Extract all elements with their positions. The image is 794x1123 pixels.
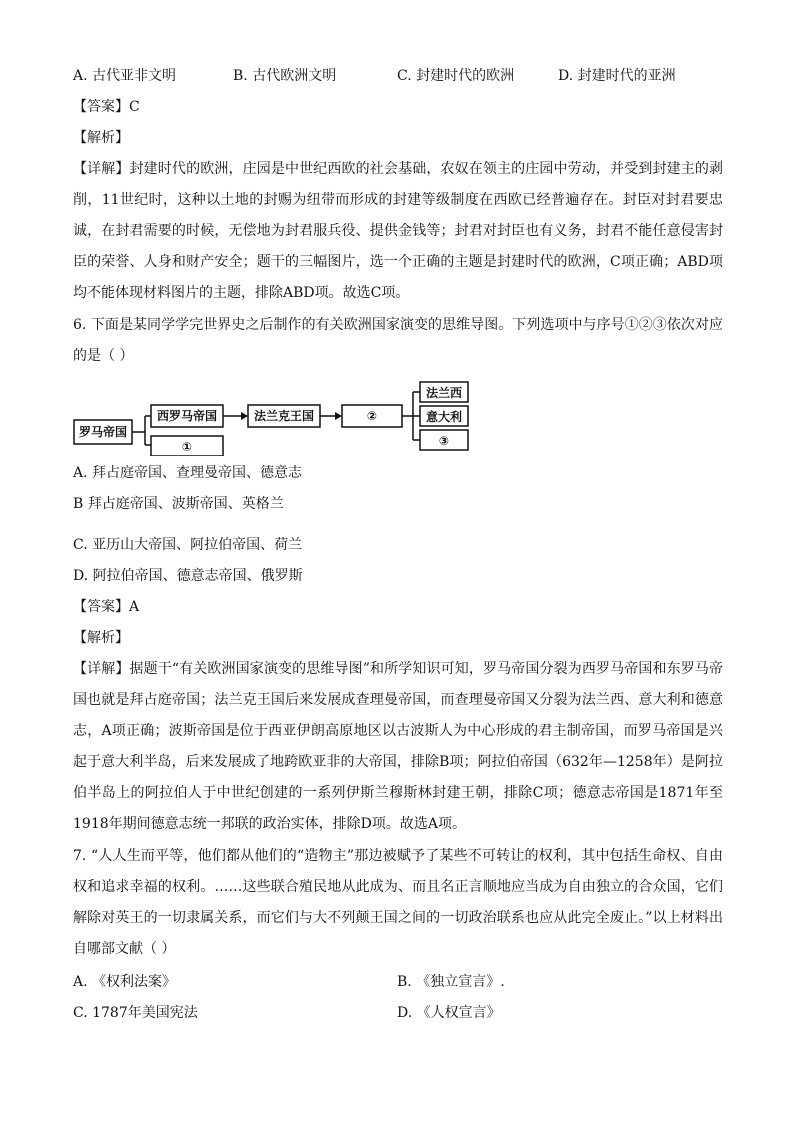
q5-analysis-label: 【解析】 [73, 130, 129, 146]
q7-stem: 7. “人人生而平等，他们都从他们的“造物主”那边被赋予了某些不可转让的权利，其中包括生命权、自由权和追求幸福的权利。……这些联合殖民地从此成为、而且名正言顺地应当成为自由独立的合众国，它们解除对英王的一切隶属关系，而它们与大不列颠王国之间的一切政治联系也应从此完全废止。”以上材料出自哪部文献（ ） [73, 848, 723, 957]
q6-option-a: A. 拜占庭帝国、查理曼帝国、德意志 [73, 465, 303, 481]
q7-option-b: B. 《独立宣言》. [397, 974, 505, 990]
label-slot-3: ③ [438, 434, 450, 448]
q6-answer: 【答案】A [73, 599, 140, 615]
q5-option-b: B. 古代欧洲文明 [233, 68, 337, 84]
label-slot-1: ① [181, 440, 193, 454]
q6-stem: 6. 下面是某同学学完世界史之后制作的有关欧洲国家演变的思维导图。下列选项中与序号①②③依次对应的是（ ） [73, 317, 723, 364]
q6-analysis-label: 【解析】 [73, 630, 129, 646]
label-italy: 意大利 [425, 410, 463, 424]
mind-map-diagram [73, 378, 473, 460]
label-roman-empire: 罗马帝国 [78, 425, 128, 439]
q6-option-d: D. 阿拉伯帝国、德意志帝国、俄罗斯 [73, 568, 303, 584]
q5-option-a: A. 古代亚非文明 [73, 68, 177, 84]
label-france: 法兰西 [425, 386, 463, 400]
label-western-roman: 西罗马帝国 [156, 409, 218, 423]
q6-option-b: B 拜占庭帝国、波斯帝国、英格兰 [73, 496, 284, 512]
q5-answer: 【答案】C [73, 99, 140, 115]
q6-detail: 【详解】据题干“有关欧洲国家演变的思维导图”和所学知识可知，罗马帝国分裂为西罗马帝国和东罗马帝国也就是拜占庭帝国；法兰克王国后来发展成查理曼帝国，而查理曼帝国又分裂为法兰西、意大利和德意志，A项正确；波斯帝国是位于西亚伊朗高原地区以古波斯人为中心形成的君主制帝国，而罗马帝国是兴起于意大利半岛，后来发展成了地跨欧亚非的大帝国，排除B项；阿拉伯帝国（632年—1258年）是阿拉伯半岛上的阿拉伯人于中世纪创建的一系列伊斯兰穆斯林封建王朝，排除C项；德意志帝国是1871年至1918年期间德意志统一邦联的政治实体，排除D项。故选A项。 [73, 661, 723, 832]
label-slot-2: ② [366, 409, 378, 423]
q5-option-d: D. 封建时代的亚洲 [558, 68, 676, 84]
q6-option-c: C. 亚历山大帝国、阿拉伯帝国、荷兰 [73, 537, 303, 553]
label-frankish: 法兰克王国 [253, 409, 315, 423]
q7-option-c: C. 1787年美国宪法 [73, 1005, 198, 1021]
q5-option-c: C. 封建时代的欧洲 [397, 68, 515, 84]
q5-detail: 【详解】封建时代的欧洲，庄园是中世纪西欧的社会基础，农奴在领主的庄园中劳动，并受到封建主的剥削，11世纪时，这种以土地的封赐为纽带而形成的封建等级制度在西欧已经普遍存在。封臣对封君要忠诚，在封君需要的时候，无偿地为封君服兵役、提供金钱等；封君对封臣也有义务，封君不能任意侵害封臣的荣誉、人身和财产安全；题干的三幅图片，选一个正确的主题是封建时代的欧洲，C项正确；ABD项均不能体现材料图片的主题，排除ABD项。故选C项。 [73, 161, 723, 301]
q7-option-d: D. 《人权宣言》 [397, 1005, 501, 1021]
q7-option-a: A. 《权利法案》 [73, 974, 177, 990]
